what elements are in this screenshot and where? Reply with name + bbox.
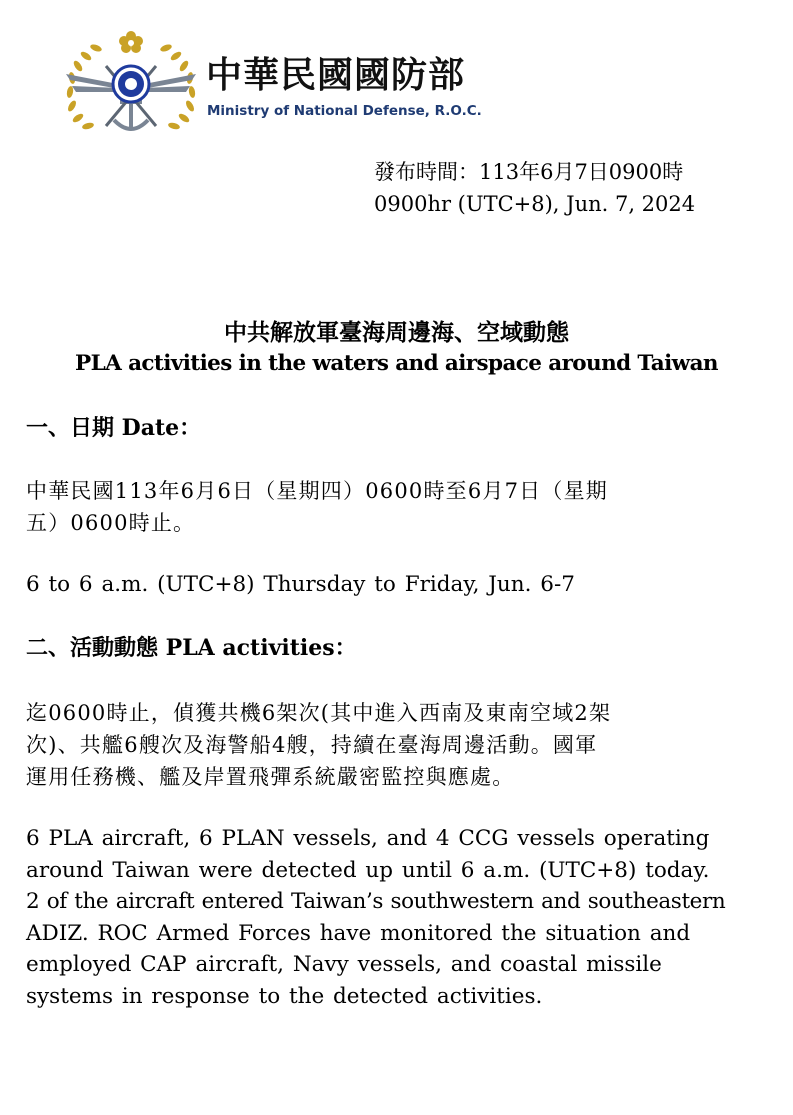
section-activities-en (26, 823, 771, 1012)
org-name-zh: 中華民國國防部 (206, 55, 466, 96)
section-activities-zh-line: 次)、共艦6艘次及海警船4艘，持續在臺海周邊活動。國軍 (26, 733, 598, 757)
section-activities-en-line: 2 of the aircraft entered Taiwan’s southwestern and southeastern (26, 889, 726, 914)
section-activities-en-line: systems in response to the detected activities. (26, 983, 543, 1009)
section-date-en: 6 to 6 a.m. (UTC+8) Thursday to Friday, Jun. 6-7 (26, 572, 575, 597)
release-time (374, 156, 695, 220)
release-time-en: 0900hr (UTC+8), Jun. 7, 2024 (374, 192, 696, 216)
letterhead (58, 26, 518, 146)
section-date-zh-line: 五）0600時止。 (26, 511, 196, 535)
section-date-zh-line: 中華民國113年6月6日（星期四）0600時至6月7日（星期 (26, 479, 608, 503)
org-name-en: Ministry of National Defense, R.O.C. (207, 103, 482, 119)
mnd-emblem-icon (58, 26, 204, 144)
section-activities-heading: 二、活動動態 PLA activities： (26, 635, 357, 661)
section-activities-zh (26, 697, 771, 793)
section-activities-en-line: 6 PLA aircraft, 6 PLAN vessels, and 4 CCG vessels operating (26, 826, 710, 851)
section-date-zh (26, 475, 771, 539)
release-time-zh: 發布時間：113年6月7日0900時 (374, 160, 684, 184)
title-en: PLA activities in the waters and airspace around Taiwan (75, 351, 718, 376)
section-activities-zh-line: 運用任務機、艦及岸置飛彈系統嚴密監控與應處。 (26, 765, 515, 789)
section-activities-en-line: around Taiwan were detected up until 6 a.m. (UTC+8) today. (26, 857, 710, 883)
title-zh: 中共解放軍臺海周邊海、空域動態 (224, 319, 569, 346)
section-activities-en-line: ADIZ. ROC Armed Forces have monitored the situation and (26, 920, 691, 946)
section-activities-zh-line: 迄0600時止，偵獲共機6架次(其中進入西南及東南空域2架 (26, 701, 612, 725)
section-activities-en-line: employed CAP aircraft, Navy vessels, and coastal missile (26, 952, 662, 977)
section-date-heading: 一、日期 Date： (26, 415, 202, 441)
